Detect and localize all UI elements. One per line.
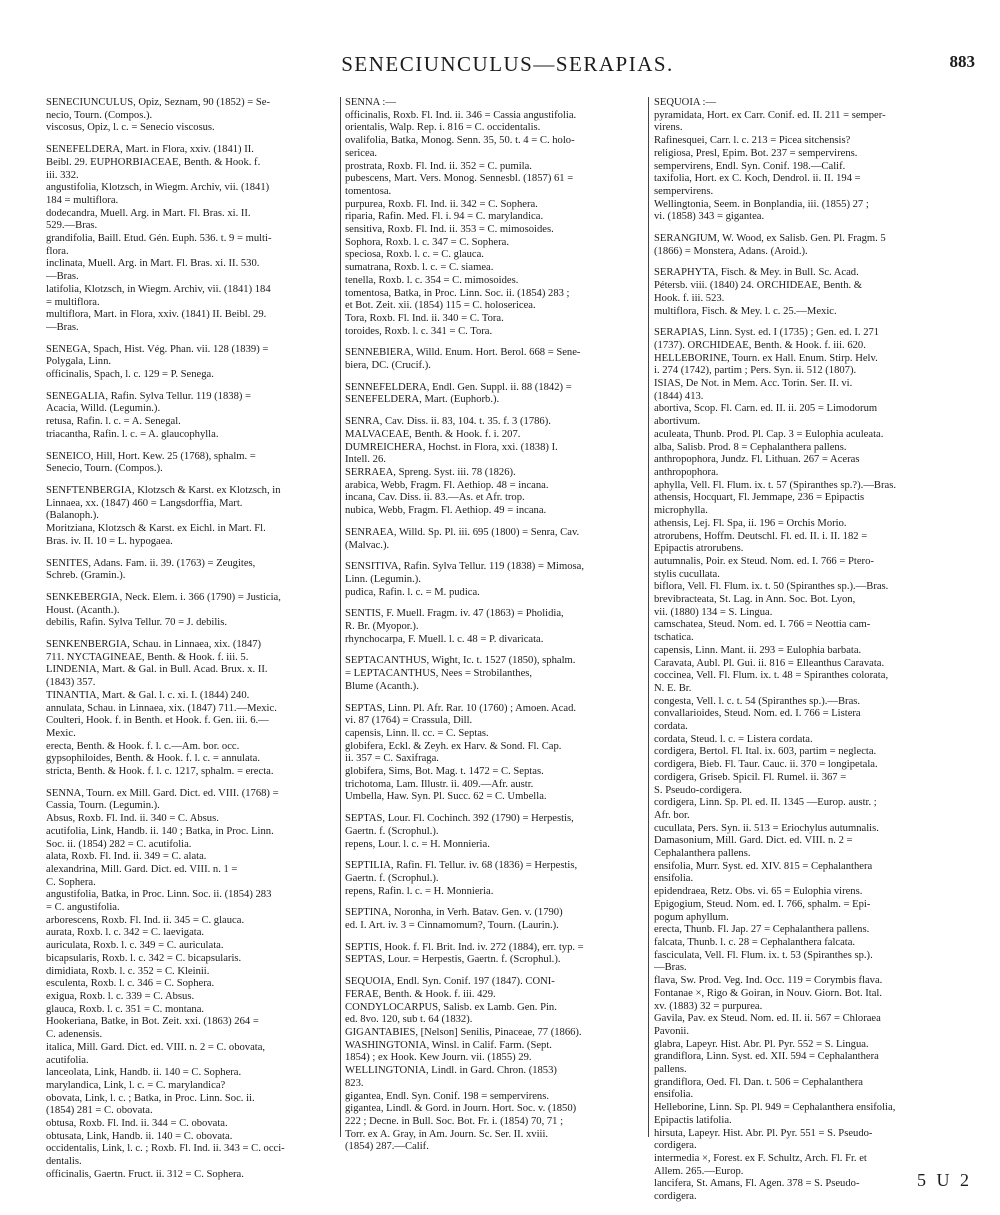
dictionary-entry: [46, 344, 338, 382]
entry-line: R. Br. (Myopor.).: [345, 621, 419, 633]
entry-line: Linn. (Legumin.).: [345, 573, 421, 585]
entry-line: repens, Lour. l. c. = H. Monnieria.: [345, 838, 490, 850]
entry-line: SENFTENBERGIA, Klotzsch & Karst. ex Klotzsch, in: [46, 484, 281, 496]
dictionary-entry: [345, 347, 645, 372]
dictionary-entry: [345, 561, 645, 599]
dictionary-entry: [46, 391, 338, 442]
entry-line: Blume (Acanth.).: [345, 680, 419, 692]
entry-line: multiflora, Mart. in Flora, xxiv. (1841) II. Beibl. 29.: [46, 309, 267, 321]
dictionary-entry: [654, 233, 962, 258]
entry-line: Pavonii.: [654, 1025, 690, 1037]
entry-line: exigua, Roxb. l. c. 339 = C. Absus.: [46, 991, 195, 1002]
entry-line: tomentosa, Batka, in Proc. Linn. Soc. ii. (1854) 283 ;: [345, 287, 570, 299]
entry-line: N. E. Br.: [654, 682, 692, 694]
entry-line: vii. (1880) 134 = S. Lingua.: [654, 606, 773, 618]
entry-line: grandifolia, Baill. Etud. Gén. Euph. 536. t. 9 = multi-: [46, 233, 272, 245]
entry-line: SENRAEA, Willd. Sp. Pl. iii. 695 (1800) = Senra, Cav.: [345, 526, 580, 538]
entry-line: Gavila, Pav. ex Steud. Nom. ed. II. ii. 567 = Chloraea: [654, 1013, 881, 1025]
entry-line: sempervirens.: [654, 185, 714, 197]
entry-line: falcata, Thunb. l. c. 28 = Cephalanthera falcata.: [654, 937, 856, 948]
entry-line: Linnaea, xx. (1847) 460 = Langsdorffia, Mart.: [46, 497, 243, 509]
entry-line: stylis cucullata.: [654, 568, 720, 580]
entry-line: cordigera, Griseb. Spicil. Fl. Rumel. ii. 367 =: [654, 771, 847, 783]
entry-line: epidendraea, Retz. Obs. vi. 65 = Eulophia virens.: [654, 886, 863, 898]
dictionary-entry: [46, 788, 338, 1182]
entry-line: ed. 8vo. 120, sub t. 64 (1832).: [345, 1014, 473, 1026]
column-3: [654, 97, 962, 1213]
entry-line: viscosus, Opiz, l. c. = Senecio viscosus.: [46, 122, 215, 134]
entry-line: Rafinesquei, Carr. l. c. 213 = Picea sitchensis?: [654, 135, 851, 147]
dictionary-entry: [46, 558, 338, 583]
entry-line: rhynchocarpa, F. Muell. l. c. 48 = P. divaricata.: [345, 633, 544, 645]
entry-line: SERRAEA, Spreng. Syst. iii. 78 (1826).: [345, 466, 516, 478]
entry-line: incana, Cav. Diss. ii. 83.—As. et Afr. trop.: [345, 492, 525, 504]
entry-line: Mexic.: [46, 727, 76, 739]
entry-line: 823.: [345, 1077, 364, 1089]
entry-line: Umbella, Haw. Syn. Pl. Succ. 62 = C. Umbella.: [345, 791, 547, 803]
dictionary-entry: [345, 703, 645, 805]
dictionary-entry: [345, 942, 645, 967]
entry-line: lanceolata, Link, Handb. ii. 140 = C. Sophera.: [46, 1067, 242, 1079]
entry-line: WASHINGTONIA, Winsl. in Calif. Farm. (Sept.: [345, 1039, 552, 1051]
entry-line: alexandrina, Mill. Gard. Dict. ed. VIII. n. 1 =: [46, 863, 238, 875]
entry-line: pyramidata, Hort. ex Carr. Conif. ed. II. 211 = semper-: [654, 109, 886, 121]
entry-line: Bras. iv. II. 10 = L. hypogaea.: [46, 535, 173, 547]
dictionary-entry: [46, 592, 338, 630]
entry-line: intermedia ×, Forest. ex F. Schultz, Arch. Fl. Fr. et: [654, 1152, 867, 1164]
entry-line: orientalis, Walp. Rep. i. 816 = C. occidentalis.: [345, 122, 541, 134]
entry-line: annulata, Schau. in Linnaea, xix. (1847) 711.—Mexic.: [46, 702, 277, 714]
entry-line: Houst. (Acanth.).: [46, 604, 120, 616]
entry-line: cordigera, Bieb. Fl. Taur. Cauc. ii. 370 = longipetala.: [654, 759, 878, 771]
entry-line: Caravata, Aubl. Pl. Gui. ii. 816 = Elleanthus Caravata.: [654, 657, 885, 669]
entry-line: coccinea, Vell. Fl. Flum. ix. t. 48 = Spiranthes colorata,: [654, 670, 889, 682]
entry-line: Gaertn. f. (Scrophul.).: [345, 825, 439, 837]
entry-line: obtusata, Link, Handb. ii. 140 = C. obovata.: [46, 1130, 233, 1142]
entry-line: C. adenensis.: [46, 1029, 103, 1041]
entry-line: (1866) = Monstera, Adans. (Aroid.).: [654, 245, 808, 257]
entry-line: MALVACEAE, Benth. & Hook. f. i. 207.: [345, 428, 521, 440]
entry-line: triacantha, Rafin. l. c. = A. glaucophylla.: [46, 428, 219, 440]
dictionary-entry: [345, 655, 645, 693]
entry-line: (Balanoph.).: [46, 510, 99, 522]
entry-line: fasciculata, Vell. Fl. Flum. ix. t. 53 (Spiranthes sp.).: [654, 949, 873, 961]
dictionary-entry: [46, 639, 338, 779]
entry-line: Acacia, Willd. (Legumin.).: [46, 403, 161, 415]
entry-line: congesta, Vell. l. c. t. 54 (Spiranthes sp.).—Bras.: [654, 695, 861, 707]
entry-line: religiosa, Presl, Epim. Bot. 237 = sempervirens.: [654, 147, 858, 159]
entry-line: esculenta, Roxb. l. c. 346 = C. Sophera.: [46, 978, 215, 990]
entry-line: HELLEBORINE, Tourn. ex Hall. Enum. Stirp. Helv.: [654, 352, 878, 364]
entry-line: SEQUOIA :—: [654, 97, 717, 108]
entry-line: SERAPHYTA, Fisch. & Mey. in Bull. Sc. Acad.: [654, 267, 859, 279]
entry-line: iii. 332.: [46, 169, 79, 181]
entry-line: ISIAS, De Not. in Mem. Acc. Torin. Ser. II. vi.: [654, 378, 853, 390]
entry-line: gypsophiloides, Benth. & Hook. f. l. c. = annulata.: [46, 753, 260, 765]
entry-line: (1843) 357.: [46, 677, 96, 689]
entry-line: aphylla, Vell. Fl. Flum. ix. t. 57 (Spiranthes sp.?).—Bras.: [654, 479, 896, 491]
dictionary-entry: [654, 267, 962, 318]
dictionary-entry: [345, 416, 645, 518]
entry-line: athensis, Lej. Fl. Spa, ii. 196 = Orchis Morio.: [654, 517, 847, 529]
entry-line: SENSITIVA, Rafin. Sylva Tellur. 119 (1838) = Mimosa,: [345, 561, 584, 573]
entry-line: (1854) 281 = C. obovata.: [46, 1105, 153, 1117]
entry-line: flora.: [46, 245, 69, 257]
running-title: SENECIUNCULUS—SERAPIAS.: [341, 52, 674, 76]
entry-line: SERANGIUM, W. Wood, ex Salisb. Gen. Pl. Fragm. 5: [654, 233, 886, 245]
entry-line: SEPTIS, Hook. f. Fl. Brit. Ind. iv. 272 (1884), err. typ. =: [345, 941, 584, 953]
entry-line: nubica, Webb, Fragm. Fl. Aethiop. 49 = incana.: [345, 505, 547, 517]
entry-line: cordata.: [654, 721, 688, 733]
entry-line: brevibracteata, St. Lag. in Ann. Soc. Bot. Lyon,: [654, 594, 856, 606]
entry-line: dimidiata, Roxb. l. c. 352 = C. Kleinii.: [46, 965, 210, 977]
entry-line: SENEFELDERA, Mart. in Flora, xxiv. (1841) II.: [46, 144, 254, 156]
entry-line: DUMREICHERA, Hochst. in Flora, xxi. (1838) I.: [345, 441, 558, 453]
entry-line: = LEPTACANTHUS, Nees = Strobilanthes,: [345, 668, 533, 680]
entry-line: abortiva, Scop. Fl. Carn. ed. II. ii. 205 = Limodorum: [654, 403, 878, 415]
entry-line: Hookeriana, Batke, in Bot. Zeit. xxi. (1863) 264 =: [46, 1016, 259, 1028]
entry-line: anthropophora.: [654, 466, 719, 478]
entry-line: athensis, Hocquart, Fl. Jemmape, 236 = Epipactis: [654, 492, 865, 504]
entry-line: biflora, Vell. Fl. Flum. ix. t. 50 (Spiranthes sp.).—Bras.: [654, 581, 889, 593]
entry-line: 184 = multiflora.: [46, 194, 119, 206]
entry-line: occidentalis, Link, l. c. ; Roxb. Fl. Ind. ii. 343 = C. occi-: [46, 1143, 285, 1155]
entry-line: erecta, Benth. & Hook. f. l. c.—Am. bor. occ.: [46, 740, 240, 752]
entry-line: tschatica.: [654, 632, 694, 644]
entry-line: SENKEBERGIA, Neck. Elem. i. 366 (1790) = Justicia,: [46, 591, 281, 603]
dictionary-entry: [345, 860, 645, 898]
entry-line: pubescens, Mart. Vers. Monog. Sennesbl. (1857) 61 =: [345, 173, 574, 185]
dictionary-entry: [345, 907, 645, 932]
dictionary-entry: [654, 97, 962, 224]
entry-line: Pétersb. viii. (1840) 24. ORCHIDEAE, Benth. &: [654, 280, 863, 292]
entry-line: bicapsularis, Roxb. l. c. 342 = C. bicapsularis.: [46, 952, 242, 964]
entry-line: acutifolia, Link, Handb. ii. 140 ; Batka, in Proc. Linn.: [46, 825, 274, 837]
entry-line: sericea.: [345, 147, 378, 159]
entry-line: 1854) ; ex Hook. Kew Journ. vii. (1855) 29.: [345, 1052, 532, 1064]
entry-line: Schreb. (Gramin.).: [46, 570, 126, 582]
entry-line: pallens.: [654, 1064, 687, 1076]
entry-line: convallarioides, Steud. Nom. ed. I. 766 = Listera: [654, 708, 861, 720]
entry-line: prostrata, Roxb. Fl. Ind. ii. 352 = C. pumila.: [345, 160, 532, 172]
entry-line: Gaertn. f. (Scrophul.).: [345, 872, 439, 884]
entry-line: Beibl. 29. EUPHORBIACEAE, Benth. & Hook. f.: [46, 156, 261, 168]
entry-line: SENNEFELDERA, Endl. Gen. Suppl. ii. 88 (1842) =: [345, 381, 572, 393]
entry-line: Cassia, Tourn. (Legumin.).: [46, 800, 160, 812]
entry-line: grandiflora, Oed. Fl. Dan. t. 506 = Cephalanthera: [654, 1076, 863, 1088]
entry-line: flava, Sw. Prod. Veg. Ind. Occ. 119 = Corymbis flava.: [654, 975, 883, 987]
entry-line: pudica, Rafin. l. c. = M. pudica.: [345, 586, 480, 598]
entry-line: obtusa, Roxb. Fl. Ind. ii. 344 = C. obovata.: [46, 1118, 228, 1130]
entry-line: C. Sophera.: [46, 876, 96, 888]
dictionary-entry: [345, 527, 645, 552]
entry-line: cordigera.: [654, 1140, 697, 1152]
entry-line: vi. 87 (1764) = Crassula, Dill.: [345, 715, 473, 727]
entry-line: pogum aphyllum.: [654, 911, 729, 923]
entry-line: CONDYLOCARPUS, Salisb. ex Lamb. Gen. Pin.: [345, 1001, 557, 1013]
entry-line: = multiflora.: [46, 296, 100, 308]
entry-line: SENKENBERGIA, Schau. in Linnaea, xix. (1847): [46, 639, 262, 651]
entry-line: purpurea, Roxb. Fl. Ind. ii. 342 = C. Sophera.: [345, 198, 538, 210]
entry-line: auriculata, Roxb. l. c. 349 = C. auriculata.: [46, 940, 224, 952]
entry-line: biera, DC. (Crucif.).: [345, 360, 431, 372]
entry-line: Absus, Roxb. Fl. Ind. ii. 340 = C. Absus.: [46, 813, 219, 825]
entry-line: cordigera.: [654, 1191, 697, 1203]
entry-line: TINANTIA, Mart. & Gal. l. c. xi. I. (1844) 240.: [46, 689, 250, 701]
entry-line: Soc. ii. (1854) 282 = C. acutifolia.: [46, 838, 192, 850]
entry-line: camschatea, Steud. Nom. ed. I. 766 = Neottia cam-: [654, 619, 871, 631]
entry-line: cordigera, Bertol. Fl. Ital. ix. 603, partim = neglecta.: [654, 746, 877, 758]
entry-line: retusa, Rafin. l. c. = A. Senegal.: [46, 416, 181, 428]
entry-line: glabra, Lapeyr. Hist. Abr. Pl. Pyr. 552 = S. Lingua.: [654, 1038, 869, 1050]
entry-line: sempervirens, Endl. Syn. Conif. 198.—Calif.: [654, 160, 846, 172]
entry-line: 711. NYCTAGINEAE, Benth. & Hook. f. iii. 5.: [46, 651, 249, 663]
entry-line: alba, Salisb. Prod. 8 = Cephalanthera pallens.: [654, 441, 847, 453]
entry-line: (1737). ORCHIDEAE, Benth. & Hook. f. iii. 620.: [654, 339, 866, 351]
entry-line: vi. (1858) 343 = gigantea.: [654, 211, 765, 223]
entry-line: SENEGALIA, Rafin. Sylva Tellur. 119 (1838) =: [46, 390, 252, 402]
entry-line: SENRA, Cav. Diss. ii. 83, 104. t. 35. f. 3 (1786).: [345, 416, 551, 428]
entry-line: i. 274 (1742), partim ; Pers. Syn. ii. 512 (1807).: [654, 365, 857, 377]
entry-line: SENITES, Adans. Fam. ii. 39. (1763) = Zeugites,: [46, 557, 256, 569]
entry-line: Hook. f. iii. 523.: [654, 292, 725, 304]
entry-line: angustifolia, Batka, in Proc. Linn. Soc. ii. (1854) 283: [46, 889, 272, 901]
entry-line: —Bras.: [654, 962, 687, 974]
entry-line: atrorubens, Hoffm. Deutschl. Fl. ed. II. i. II. 182 =: [654, 530, 868, 542]
entry-line: officinalis, Spach, l. c. 129 = P. Senega.: [46, 369, 214, 381]
entry-line: SENNEBIERA, Willd. Enum. Hort. Berol. 668 = Sene-: [345, 347, 581, 359]
entry-line: ensifolia.: [654, 1089, 694, 1101]
entry-line: 222 ; Decne. in Bull. Soc. Bot. Fr. i. (1854) 70, 71 ;: [345, 1115, 564, 1127]
entry-line: inclinata, Muell. Arg. in Mart. Fl. Bras. xi. II. 530.: [46, 258, 260, 270]
entry-line: obovata, Link, l. c. ; Batka, in Proc. Linn. Soc. ii.: [46, 1092, 255, 1104]
entry-line: capensis, Linn. Mant. ii. 293 = Eulophia barbata.: [654, 644, 862, 656]
dictionary-entry: [46, 144, 338, 335]
entry-line: SENEICO, Hill, Hort. Kew. 25 (1768), sphalm. =: [46, 450, 256, 462]
signature-mark: 5 U 2: [917, 1170, 972, 1190]
dictionary-entry: [345, 382, 645, 407]
entry-line: anthropophora, Jundz. Fl. Lithuan. 267 = Aceras: [654, 454, 860, 466]
column-2: [345, 97, 645, 1163]
entry-line: GIGANTABIES, [Nelson] Senilis, Pinaceae, 77 (1866).: [345, 1027, 582, 1038]
entry-line: tenella, Roxb. l. c. 354 = C. mimosoides.: [345, 274, 519, 286]
entry-line: SENEFELDERA, Mart. (Euphorb.).: [345, 394, 500, 406]
entry-line: Senecio, Tourn. (Compos.).: [46, 463, 163, 475]
column-divider: [340, 97, 341, 1137]
entry-line: globifera, Sims, Bot. Mag. t. 1472 = C. Septas.: [345, 766, 544, 778]
entry-line: globifera, Eckl. & Zeyh. ex Harv. & Sond. Fl. Cap.: [345, 740, 562, 752]
column-1: [46, 97, 338, 1191]
entry-line: SEPTAS, Lour. Fl. Cochinch. 392 (1790) = Herpestis,: [345, 813, 574, 825]
entry-line: grandiflora, Linn. Syst. ed. XII. 594 = Cephalanthera: [654, 1051, 879, 1063]
entry-line: SEPTILIA, Rafin. Fl. Tellur. iv. 68 (1836) = Herpestis,: [345, 860, 578, 872]
entry-line: latifolia, Klotzsch, in Wiegm. Archiv, vii. (1841) 184: [46, 283, 271, 295]
entry-line: sensitiva, Roxb. Fl. Ind. ii. 353 = C. mimosoides.: [345, 224, 554, 236]
entry-line: LINDENIA, Mart. & Gal. in Bull. Acad. Brux. x. II.: [46, 664, 268, 676]
entry-line: gigantea, Endl. Syn. Conif. 198 = sempervirens.: [345, 1090, 549, 1102]
entry-line: Cephalanthera pallens.: [654, 848, 751, 860]
entry-line: necio, Tourn. (Compos.).: [46, 109, 153, 121]
entry-line: taxifolia, Hort. ex C. Koch, Dendrol. ii. II. 194 =: [654, 173, 861, 185]
entry-line: SENECIUNCULUS, Opiz, Seznam, 90 (1852) = Se-: [46, 97, 271, 108]
entry-line: repens, Rafin. l. c. = H. Monnieria.: [345, 885, 494, 897]
dictionary-entry: [654, 327, 962, 1204]
entry-line: glauca, Roxb. l. c. 351 = C. montana.: [46, 1003, 205, 1015]
entry-line: = C. angustifolia.: [46, 902, 120, 914]
entry-line: stricta, Benth. & Hook. f. l. c. 1217, sphalm. = erecta.: [46, 766, 274, 778]
entry-line: multiflora, Fisch. & Mey. l. c. 25.—Mexic.: [654, 305, 837, 317]
entry-line: SEPTAS, Lour. = Herpestis, Gaertn. f. (Scrophul.).: [345, 954, 561, 966]
entry-line: ensifolia, Murr. Syst. ed. XIV. 815 = Cephalanthera: [654, 860, 873, 872]
entry-line: alata, Roxb. Fl. Ind. ii. 349 = C. alata.: [46, 851, 207, 863]
entry-line: arborescens, Roxb. Fl. Ind. ii. 345 = C. glauca.: [46, 914, 245, 926]
entry-line: xv. (1883) 32 = purpurea.: [654, 1000, 763, 1012]
entry-line: aurata, Roxb. l. c. 342 = C. laevigata.: [46, 927, 205, 939]
entry-line: SENNA :—: [345, 97, 396, 108]
entry-line: cordata, Steud. l. c. = Listera cordata.: [654, 733, 813, 745]
dictionary-entry: [46, 451, 338, 476]
entry-line: capensis, Linn. ll. cc. = C. Septas.: [345, 727, 489, 739]
entry-line: riparia, Rafin. Med. Fl. i. 94 = C. marylandica.: [345, 211, 544, 223]
entry-line: SENTIS, F. Muell. Fragm. iv. 47 (1863) = Pholidia,: [345, 608, 564, 620]
entry-line: autumnalis, Poir. ex Steud. Nom. ed. I. 766 = Ptero-: [654, 555, 874, 567]
entry-line: SENEGA, Spach, Hist. Vég. Phan. vii. 128 (1839) =: [46, 343, 269, 355]
entry-line: FERAE, Benth. & Hook. f. iii. 429.: [345, 988, 496, 1000]
entry-line: dentalis.: [46, 1156, 82, 1168]
entry-line: hirsuta, Lapeyr. Hist. Abr. Pl. Pyr. 551 = S. Pseudo-: [654, 1127, 873, 1139]
entry-line: Afr. bor.: [654, 809, 690, 821]
entry-line: ovalifolia, Batka, Monog. Senn. 35, 50. t. 4 = C. holo-: [345, 135, 575, 147]
entry-line: tomentosa.: [345, 185, 392, 197]
entry-line: Intell. 26.: [345, 454, 386, 466]
entry-line: Epipactis atrorubens.: [654, 543, 744, 555]
entry-line: WELLINGTONIA, Lindl. in Gard. Chron. (1853): [345, 1065, 557, 1077]
entry-line: aculeata, Thunb. Prod. Pl. Cap. 3 = Eulophia aculeata.: [654, 428, 884, 440]
entry-line: 529.—Bras.: [46, 220, 98, 232]
entry-line: Torr. ex A. Gray, in Am. Journ. Sc. Ser. II. xviii.: [345, 1128, 549, 1140]
entry-line: erecta, Thunb. Fl. Jap. 27 = Cephalanthera pallens.: [654, 924, 870, 936]
entry-line: debilis, Rafin. Sylva Tellur. 70 = J. debilis.: [46, 617, 228, 629]
entry-line: (1844) 413.: [654, 390, 704, 402]
entry-line: Epigogium, Steud. Nom. ed. I. 766, sphalm. = Epi-: [654, 898, 871, 910]
dictionary-entry: [345, 608, 645, 646]
page-header: [40, 52, 975, 86]
entry-line: officinalis, Roxb. Fl. Ind. ii. 346 = Cassia angustifolia.: [345, 109, 577, 121]
entry-line: gigantea, Lindl. & Gord. in Journ. Hort. Soc. v. (1850): [345, 1103, 577, 1115]
entry-line: Epipactis latifolia.: [654, 1114, 732, 1126]
entry-line: ii. 357 = C. Saxifraga.: [345, 753, 439, 765]
dictionary-entry: [345, 97, 645, 338]
entry-line: acutifolia.: [46, 1054, 89, 1066]
entry-line: speciosa, Roxb. l. c. = C. glauca.: [345, 249, 484, 261]
entry-line: cucullata, Pers. Syn. ii. 513 = Eriochylus autumnalis.: [654, 822, 879, 834]
entry-line: ensifolia.: [654, 873, 694, 885]
entry-line: Damasonium, Mill. Gard. Dict. ed. VIII. n. 2 =: [654, 835, 853, 847]
entry-line: SEPTINA, Noronha, in Verh. Batav. Gen. v. (1790): [345, 907, 563, 919]
entry-line: (1854) 287.—Calif.: [345, 1141, 429, 1153]
dictionary-entry: [345, 813, 645, 851]
dictionary-entry: [46, 97, 338, 135]
entry-line: italica, Mill. Gard. Dict. ed. VIII. n. 2 = C. obovata,: [46, 1041, 266, 1053]
entry-line: marylandica, Link, l. c. = C. marylandica?: [46, 1079, 226, 1091]
entry-line: dodecandra, Muell. Arg. in Mart. Fl. Bras. xi. II.: [46, 207, 251, 219]
dictionary-entry: [46, 485, 338, 549]
entry-line: S. Pseudo-cordigera.: [654, 784, 742, 796]
entry-line: cordigera, Linn. Sp. Pl. ed. II. 1345 —Europ. austr. ;: [654, 797, 877, 809]
entry-line: Tora, Roxb. Fl. Ind. ii. 340 = C. Tora.: [345, 312, 504, 324]
entry-line: SERAPIAS, Linn. Syst. ed. I (1735) ; Gen. ed. I. 271: [654, 327, 880, 339]
entry-line: Coulteri, Hook. f. in Benth. et Hook. f. Gen. iii. 6.—: [46, 715, 269, 727]
entry-line: —Bras.: [46, 321, 79, 333]
entry-line: SEPTAS, Linn. Pl. Afr. Rar. 10 (1760) ; Amoen. Acad.: [345, 702, 577, 714]
entry-line: angustifolia, Klotzsch, in Wiegm. Archiv, vii. (1841): [46, 182, 270, 194]
entry-line: ed. I. Art. iv. 3 = Cinnamomum?, Tourn. (Laurin.).: [345, 920, 559, 932]
entry-line: —Bras.: [46, 271, 79, 283]
entry-line: Polygala, Linn.: [46, 356, 112, 368]
page-number: 883: [949, 52, 975, 71]
entry-line: Allem. 265.—Europ.: [654, 1165, 744, 1177]
entry-line: SEPTACANTHUS, Wight, Ic. t. 1527 (1850), sphalm.: [345, 655, 576, 667]
entry-line: microphylla.: [654, 505, 708, 517]
entry-line: officinalis, Gaertn. Fruct. ii. 312 = C. Sophera.: [46, 1168, 244, 1180]
entry-line: Moritziana, Klotzsch & Karst. ex Eichl. in Mart. Fl.: [46, 523, 266, 535]
entry-line: Wellingtonia, Seem. in Bonplandia, iii. (1855) 27 ;: [654, 198, 869, 210]
entry-line: toroides, Roxb. l. c. 341 = C. Tora.: [345, 325, 493, 337]
entry-line: et Bot. Zeit. xii. (1854) 115 = C. holosericea.: [345, 300, 536, 312]
entry-line: (Malvac.).: [345, 539, 390, 551]
entry-line: arabica, Webb, Fragm. Fl. Aethiop. 48 = incana.: [345, 479, 549, 491]
entry-line: sumatrana, Roxb. l. c. = C. siamea.: [345, 262, 494, 274]
entry-line: SENNA, Tourn. ex Mill. Gard. Dict. ed. VIII. (1768) =: [46, 787, 279, 799]
entry-line: Fontanae ×, Rigo & Goiran, in Nouv. Giorn. Bot. Ital.: [654, 987, 883, 999]
entry-line: trichotoma, Lam. Illustr. ii. 409.—Afr. austr.: [345, 778, 534, 790]
column-divider: [648, 97, 649, 1137]
entry-line: virens.: [654, 122, 683, 134]
entry-line: Helleborine, Linn. Sp. Pl. 949 = Cephalanthera ensifolia,: [654, 1102, 896, 1114]
entry-line: lancifera, St. Amans, Fl. Agen. 378 = S. Pseudo-: [654, 1178, 860, 1190]
dictionary-entry: [345, 976, 645, 1154]
entry-line: abortivum.: [654, 416, 701, 428]
entry-line: Sophora, Roxb. l. c. 347 = C. Sophera.: [345, 236, 509, 248]
entry-line: SEQUOIA, Endl. Syn. Conif. 197 (1847). CONI-: [345, 976, 555, 988]
